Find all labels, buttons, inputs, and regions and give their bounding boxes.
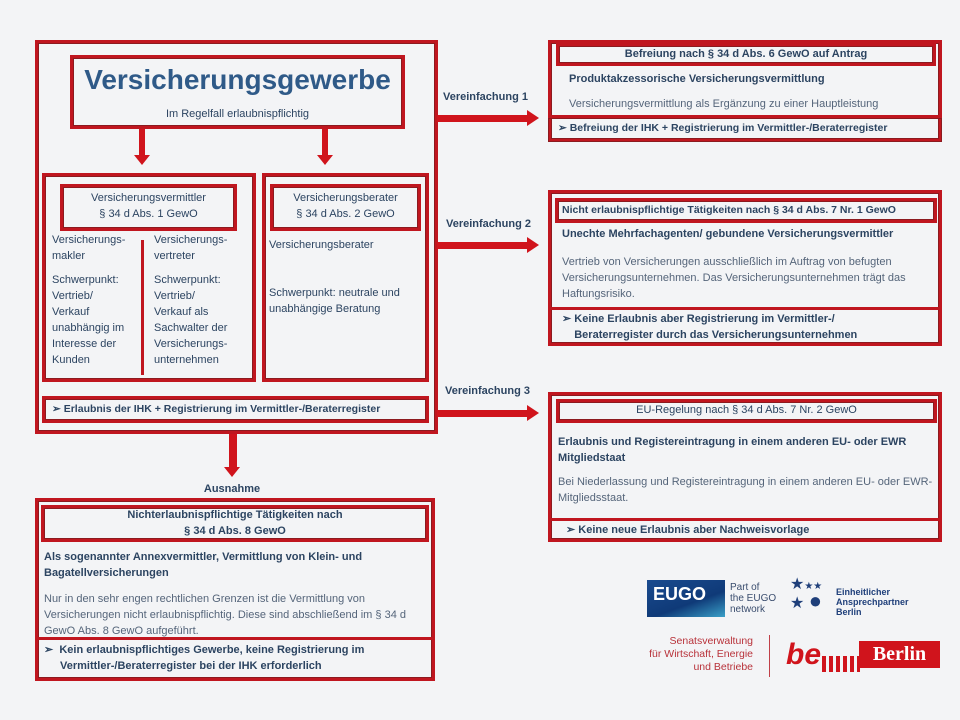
befreiung-text: Versicherungsvermittlung als Ergänzung zu einer Hauptleistung — [569, 98, 879, 110]
column-line — [154, 264, 250, 272]
senat-line: Senatsverwaltung — [669, 635, 753, 647]
label-vereinfachung-3: Vereinfachung 3 — [445, 385, 530, 397]
box4-footer: ➢ Kein erlaubnispflichtiges Gewerbe, keine Registrierung im Vermittler-/Beraterregister bei der IHK erforderlich — [44, 644, 365, 672]
eugo-line: the EUGO — [730, 593, 777, 604]
box4-header: Nichterlaubnispflichtige Tätigkeiten nach — [127, 509, 343, 521]
logo-divider — [769, 635, 770, 677]
box2-footer: ➢ Keine Erlaubnis aber Registrierung im Vermittler-/ Beraterregister durch das Versicherungsunternehmen — [562, 313, 858, 341]
eap-line: Ansprechpartner — [836, 597, 909, 607]
column-line: Verkauf als — [154, 306, 209, 318]
arrow-right-icon — [437, 242, 529, 249]
box4-title: Als sogenannter Annexvermittler, Vermittlung von Klein- und Bagatellversicherungen — [44, 551, 363, 579]
brandenburg-gate-icon — [822, 656, 860, 672]
column-line: Verkauf — [52, 306, 90, 318]
column-line: Vertrieb/ — [52, 290, 93, 302]
box2-text: Vertrieb von Versicherungen ausschließlich im Auftrag von befugten Versicherungsunternehmen. Das Versicherungsunternehmen trägt das Haftungsrisiko. — [562, 256, 906, 300]
column-line: vertreter — [154, 250, 195, 262]
arrow-right-icon — [437, 410, 529, 417]
arrow-right-icon — [437, 115, 529, 122]
column-line — [52, 264, 140, 272]
stars-person-icon: ★★★ ★ ● — [790, 576, 823, 613]
column-line: unternehmen — [154, 354, 219, 366]
vertreter-column — [154, 232, 250, 368]
box3-text: Bei Niederlassung und Registereintragung in einem anderen EU- oder EWR-Mitgliedsstaat. — [558, 476, 933, 504]
berater-law: § 34 d Abs. 2 GewO — [296, 208, 395, 220]
be-berlin-logo: be — [786, 638, 822, 671]
label-vereinfachung-2: Vereinfachung 2 — [446, 218, 531, 230]
eap-logo-text — [836, 587, 909, 617]
vermittler-title: Versicherungsvermittler — [91, 192, 206, 204]
column-line: Interesse der — [52, 338, 117, 350]
arrow-down-icon — [322, 129, 328, 156]
column-line: Versicherungs- — [154, 234, 228, 246]
eugo-logo — [647, 580, 725, 617]
box3-title: Erlaubnis und Registereintragung in einem anderen EU- oder EWR Mitgliedstaat — [558, 436, 907, 464]
column-line: Kunden — [52, 354, 90, 366]
eap-line: Berlin — [836, 607, 862, 617]
senat-logo-text — [630, 635, 753, 674]
box2-header: Nicht erlaubnispflichtige Tätigkeiten nach § 34 d Abs. 7 Nr. 1 GewO — [562, 204, 896, 216]
column-line: unabhängig im — [52, 322, 125, 334]
divider — [141, 240, 144, 375]
berater-title: Versicherungsberater — [293, 192, 398, 204]
column-line: Sachwalter der — [154, 322, 228, 334]
makler-column — [52, 232, 140, 368]
berater-label: Versicherungsberater — [269, 239, 374, 251]
eugo-line: Part of — [730, 582, 760, 593]
box3-header: EU-Regelung nach § 34 d Abs. 7 Nr. 2 GewO — [636, 404, 857, 416]
separator — [35, 637, 435, 640]
box4-text: Nur in den sehr engen rechtlichen Grenzen ist die Vermittlung von Versicherungen nicht erlaubnispflichtig. Diese sind abschließend im § 34 d GewO Abs. 8 GewO aufgeführt. — [44, 593, 406, 637]
eugo-line: network — [730, 604, 766, 615]
eap-line: Einheitlicher — [836, 587, 891, 597]
eugo-network-text — [730, 582, 776, 615]
arrow-down-icon — [139, 129, 145, 156]
column-line: Vertrieb/ — [154, 290, 195, 302]
subtitle: Im Regelfall erlaubnispflichtig — [165, 108, 310, 120]
label-vereinfachung-1: Vereinfachung 1 — [443, 91, 528, 103]
column-line: makler — [52, 250, 86, 262]
separator — [548, 518, 942, 521]
column-line: Schwerpunkt: — [154, 274, 221, 286]
page-title: Versicherungsgewerbe — [84, 64, 391, 95]
box4-law: § 34 d Abs. 8 GewO — [184, 525, 286, 537]
vermittler-law: § 34 d Abs. 1 GewO — [99, 208, 198, 220]
befreiung-title: Produktakzessorische Versicherungsvermittlung — [569, 73, 825, 85]
label-ausnahme: Ausnahme — [203, 483, 261, 495]
box3-footer: ➢ Keine neue Erlaubnis aber Nachweisvorlage — [566, 524, 810, 536]
berater-focus: Schwerpunkt: neutrale und unabhängige Beratung — [269, 287, 400, 315]
senat-line: und Betriebe — [693, 661, 753, 673]
eugo-logo-text: EUGO — [653, 584, 707, 604]
berlin-logo-box: Berlin — [859, 641, 940, 668]
separator — [548, 307, 942, 310]
column-line: Versicherungs- — [154, 338, 228, 350]
box2-title: Unechte Mehrfachagenten/ gebundene Versicherungsvermittler — [562, 228, 894, 240]
befreiung-footer: ➢ Befreiung der IHK + Registrierung im Vermittler-/Beraterregister — [558, 122, 888, 134]
column-line: Versicherungs- — [52, 234, 126, 246]
main-footer: ➢ Erlaubnis der IHK + Registrierung im Vermittler-/Beraterregister — [52, 403, 381, 415]
senat-line: für Wirtschaft, Energie — [649, 648, 753, 660]
befreiung-header: Befreiung nach § 34 d Abs. 6 GewO auf Antrag — [624, 48, 868, 60]
arrow-down-icon — [229, 434, 237, 468]
column-line: Schwerpunkt: — [52, 274, 119, 286]
